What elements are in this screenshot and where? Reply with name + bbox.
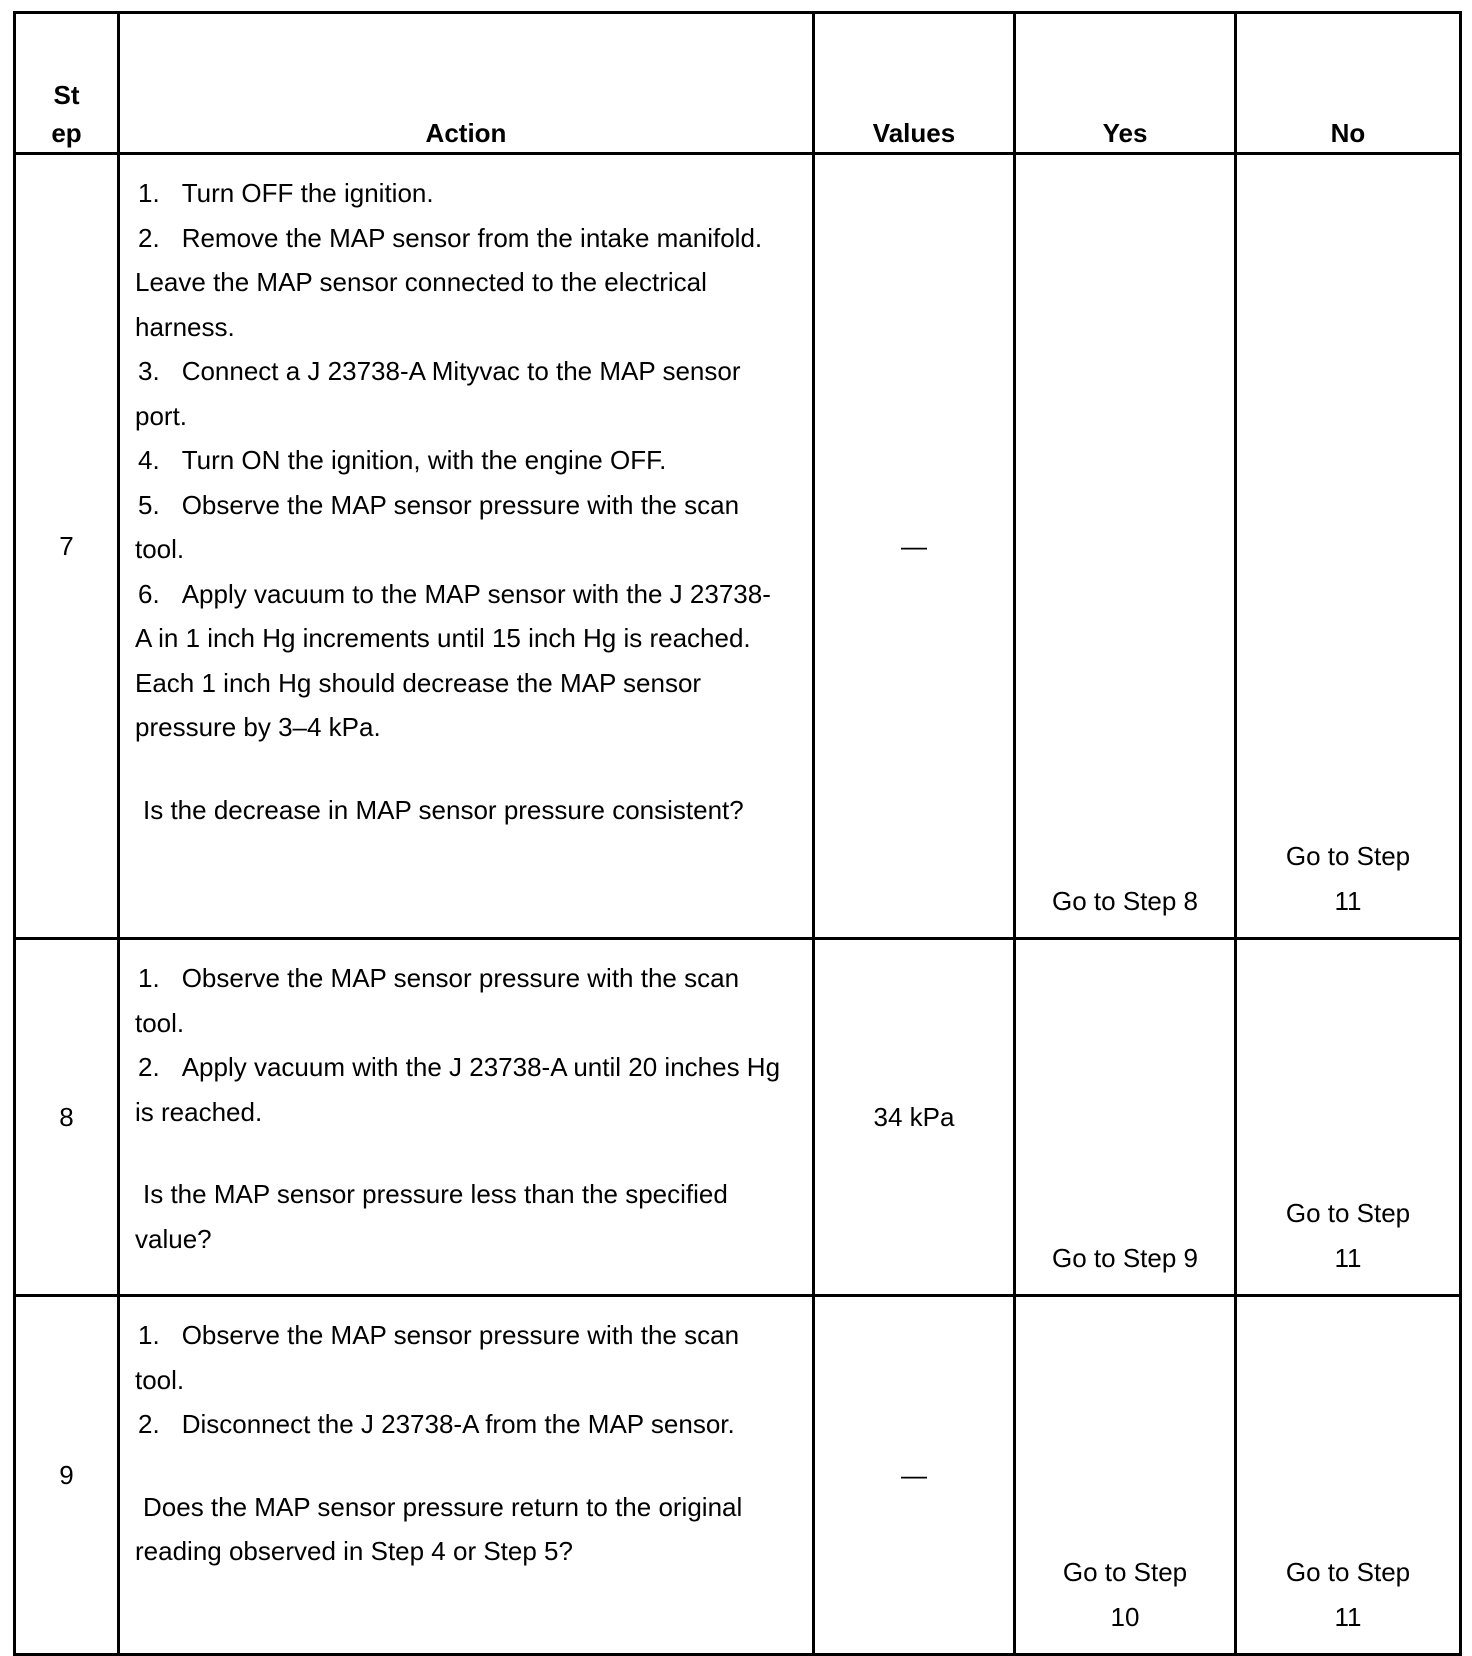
table-row-step-8 xyxy=(15,939,1461,1296)
table-row-step-9 xyxy=(15,1296,1461,1655)
header-step-line2: ep xyxy=(51,118,82,148)
item-number: 1. xyxy=(138,178,160,208)
no-label: Go to Step 11 xyxy=(1285,1198,1411,1273)
action-item xyxy=(135,1402,782,1447)
question-label: Is the decrease in MAP sensor pressure consistent? xyxy=(143,794,744,825)
values-cell: — xyxy=(814,154,1015,939)
item-text: Observe the MAP sensor pressure with the scan tool. xyxy=(135,963,740,1038)
action-item xyxy=(135,216,782,350)
header-action: Action xyxy=(119,13,814,154)
item-text: Apply vacuum to the MAP sensor with the J 23738-A in 1 inch Hg increments until 15 inch Hg is reached. Each 1 inch Hg should decrease the MAP sensor pressure by 3–4 kPa. xyxy=(135,578,771,742)
item-text: Apply vacuum with the J 23738-A until 20 inches Hg is reached. xyxy=(135,1052,781,1127)
question-text xyxy=(135,1485,782,1574)
action-item xyxy=(135,438,782,483)
header-step-line1: St xyxy=(53,80,80,110)
item-number: 4. xyxy=(138,445,160,475)
no-cell xyxy=(1236,939,1461,1296)
yes-cell: Go to Step 8 xyxy=(1015,154,1236,939)
yes-cell: Go to Step 9 xyxy=(1015,939,1236,1296)
item-number: 1. xyxy=(138,963,160,993)
no-label: Go to Step 11 xyxy=(1285,1557,1411,1632)
header-no: No xyxy=(1236,13,1461,154)
item-text: Observe the MAP sensor pressure with the scan tool. xyxy=(135,489,740,564)
action-cell xyxy=(119,154,814,939)
item-number: 5. xyxy=(138,489,160,520)
question-label: Does the MAP sensor pressure return to the original reading observed in Step 4 or Step 5? xyxy=(135,1491,743,1566)
item-number: 2. xyxy=(138,1409,160,1439)
item-number: 3. xyxy=(138,356,160,386)
values-cell: — xyxy=(814,1296,1015,1655)
action-item xyxy=(135,171,782,216)
question-text xyxy=(135,788,782,833)
header-step xyxy=(15,13,119,154)
item-text: Turn OFF the ignition. xyxy=(181,178,434,208)
item-number: 1. xyxy=(138,1320,160,1350)
item-number: 6. xyxy=(138,578,160,609)
item-text: Observe the MAP sensor pressure with the scan tool. xyxy=(135,1320,740,1395)
action-cell xyxy=(119,939,814,1296)
header-row xyxy=(15,13,1461,154)
yes-label: Go to Step 10 xyxy=(1062,1557,1188,1632)
action-item xyxy=(135,956,782,1045)
action-item xyxy=(135,349,782,438)
item-text: Disconnect the J 23738-A from the MAP sensor. xyxy=(181,1409,735,1439)
values-cell: 34 kPa xyxy=(814,939,1015,1296)
question-text xyxy=(135,1172,782,1261)
item-text: Connect a J 23738-A Mityvac to the MAP sensor port. xyxy=(135,356,741,431)
diagnostic-table xyxy=(13,11,1462,1656)
action-item xyxy=(135,1045,782,1134)
step-number: 7 xyxy=(15,154,119,939)
no-cell xyxy=(1236,154,1461,939)
action-item xyxy=(135,572,782,750)
header-yes: Yes xyxy=(1015,13,1236,154)
item-text: Turn ON the ignition, with the engine OFF. xyxy=(181,445,667,475)
item-text: Remove the MAP sensor from the intake manifold. Leave the MAP sensor connected to the electrical harness. xyxy=(135,222,763,342)
action-item xyxy=(135,1313,782,1402)
step-number: 8 xyxy=(15,939,119,1296)
item-number: 2. xyxy=(138,222,160,253)
yes-cell xyxy=(1015,1296,1236,1655)
action-item xyxy=(135,483,782,572)
item-number: 2. xyxy=(138,1052,160,1082)
action-cell xyxy=(119,1296,814,1655)
no-cell xyxy=(1236,1296,1461,1655)
no-label: Go to Step 11 xyxy=(1285,841,1411,916)
table-row-step-7 xyxy=(15,154,1461,939)
step-number: 9 xyxy=(15,1296,119,1655)
question-label: Is the MAP sensor pressure less than the specified value? xyxy=(135,1179,728,1254)
header-values: Values xyxy=(814,13,1015,154)
